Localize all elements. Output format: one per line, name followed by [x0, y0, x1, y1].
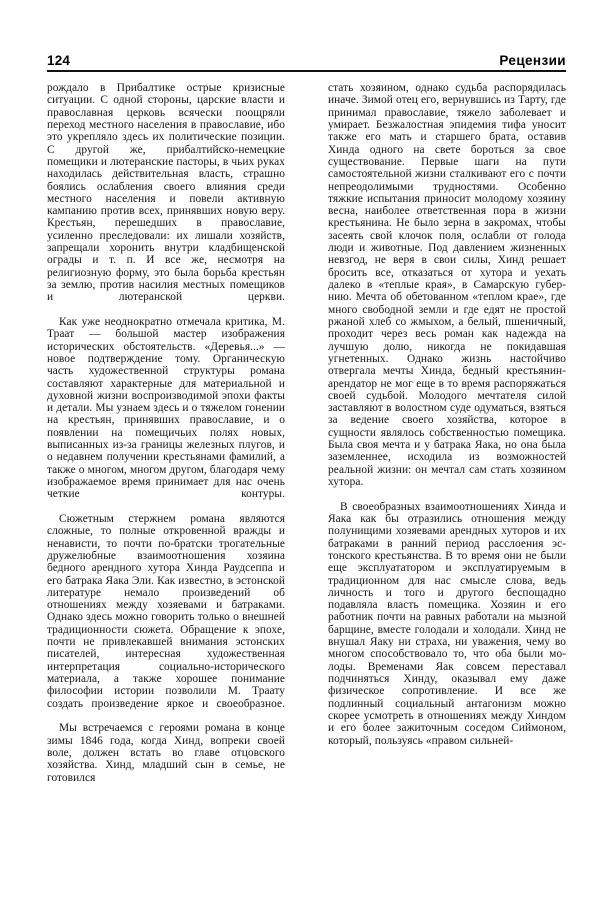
paragraph: Как уже неоднократно отмечала критика, М. Траат — большой мастер изображения исторических обстоятельств. «Деревья...» — новое подтверждение тому. Органическую часть художественной структуры романа составляют характерные для материальной и духовной жизни воспроизводимой эпохи факты и детали. Мы узнаем здесь и о тяжелом гонении на крестьян, принявших православие, и о появлении на помещичьих полях новых, выписанных из-за границы железных плугов, и о недавнем получении крестьянами фамилий, а также о многом, многом другом, благодаря чему изображаемое время принимает для нас очень четкие контуры. — [47, 315, 285, 501]
paragraph: рождало в Прибалтике острые кризисные ситуации. С одной стороны, царские власти и православная церковь всячески поощряли переход местного населения в православие, ибо это укрепляло здесь их политические позиции. С другой же, прибалтийско-немецкие помещики и лютеранские пасторы, в чьих руках находилась действительная власть, страшно боялись ослабления своего влияния среди местного населения и повели активную кампанию против всех, принявших новую веру. Крестьян, перешедших в православие, усиленно преследовали: их лишали хозяйств, запрещали хоронить внутри кладбищенской ограды и т. п. И все же, несмотря на религиозную форму, это была борьба крестьян за землю, против насилия местных помещиков и лютеранской церкви. — [47, 82, 285, 304]
section-title: Рецензии — [499, 52, 566, 68]
paragraph: Сюжетным стержнем романа являются сложные, то полные откровенной вражды и ненависти, то почти по-братски трогательные дружелюбные взаимоотношения хозяина бедного арендного хутора Хинда Раудсеппа и его батрака Яака Эли. Как известно, в эстонской литературе немало произведений об отношениях между хозяевами и батраками. Однако здесь можно говорить только о внешней традиционности сюжета. Обращение к эпохе, почти не привлекавшей внимания эстонских писателей, интересная художественная интерпретация социально-исторического материала, а также хорошее понимание философии истории позволили М. Траату создать произведение яркое и своеобразное. — [47, 512, 285, 710]
header-rule — [47, 70, 566, 72]
body-columns — [47, 82, 566, 887]
paragraph: Мы встречаемся с героями романа в конце зимы 1846 года, когда Хинд, вопреки своей воле, должен встать во главе отцовского хозяйства. Хинд, младший сын в семье, не готовился — [47, 722, 285, 784]
paragraph: В своеобразных взаимоотношениях Хинда и Яака как бы отразились отношения между полунищими хозяевами арендных хуторов и их батраками в ранний период расслоения эстонского крестьянства. В то время они не были еще эксплуататором и эксплуатируемым в традиционном для нас смысле слова, ведь личность и того и другого беспощадно подавляла власть помещика. Хозяин и его работник почти на равных работали на мызной барщине, вместе голодали и холодали. Хинд не внушал Яаку ни страха, ни уважения, чему во многом способствовало то, что оба были молоды. Временами Яак совсем переставал подчиняться Хинду, оказывал ему даже физическое сопротивление. И все же подлинный социальный антагонизм можно скорее усмотреть в отношениях между Хиндом и его более зажиточным соседом Сиймоном, который, пользуясь «правом сильней- — [328, 500, 566, 747]
column-right — [328, 82, 566, 887]
paragraph: стать хозяином, однако судьба распорядилась иначе. Зимой отец его, вернувшись из Тарту, где принимал православие, тяжело заболевает и умирает. Безжалостная эпидемия тифа уносит также его мать и старшего брата, оставив Хинда одного на свете бороться за свое существование. Первые шаги на пути самостоятельной жизни сталкивают его с почти непреодолимыми трудностями. Особенно тяжкие испытания приносит молодому хозяину весна, наиболее ответственная пора в жизни крестьянина. Не было зерна в закромах, чтобы засеять свой клочок поля, ослабли от голода люди и животные. Под давлением жизненных невзгод, не веря в свои силы, Хинд решает бросить все, отказаться от хутора и уехать далеко в «теплые края», в Самарскую губернию. Мечта об обетованном «теплом крае», где много свободной земли и где едят не простой ржаной хлеб со жмыхом, а белый, пшеничный, проходит через весь роман как надежда на лучшую долю, никогда не покидавшая угнетенных. Однако жизнь настойчиво отвергала мечты Хинда, бедный крестьянин-арендатор не мог еще в то время распоряжаться своей судьбой. Молодого мечтателя силой заставляют в волостном суде одуматься, взяться за ведение своего хозяйства, которое в сущности являлось собственностью помещика. Была своя мечта и у батрака Яака, но она была заземленнее, исходила из возможностей реальной жизни: он мечтал сам стать хозяином хутора. — [328, 82, 566, 488]
page-number: 124 — [47, 52, 71, 68]
running-head — [47, 47, 566, 69]
column-left — [47, 82, 285, 887]
